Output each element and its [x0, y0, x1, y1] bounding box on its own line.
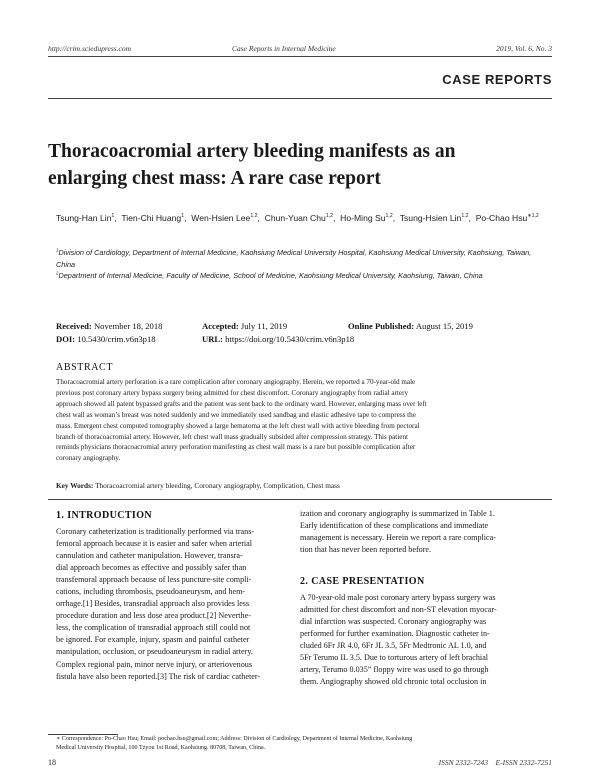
published-date: Online Published: August 15, 2019	[348, 321, 473, 331]
abstract-line: chest wall as woman’s breast was noted suddenly and we immediately used sandbag and elastic adhesive tape to compress the	[56, 410, 416, 419]
introduction-heading: 1. INTRODUCTION	[56, 510, 153, 521]
case-presentation-body	[300, 592, 548, 688]
author-list: Tsung-Han Lin$^1$, Tien-Chi Huang$^1$, Wen-Hsien Lee$^{1,2}$, Chun-Yuan Chu$^{1,2}$, Ho-Ming Su$^{1,2}$, Tsung-Hsien Lin$^{1,2}$, Po-Chao Hsu$^{∗1,2}$	[56, 213, 539, 223]
text-line: performed for further examination. Diagnostic catheter in-	[300, 629, 490, 639]
doi: DOI: 10.5430/crim.v6n3p18	[56, 334, 156, 344]
text-line: orrhage.[1] Besides, transradial approach also provides less	[56, 599, 250, 609]
accepted-date: Accepted: July 11, 2019	[202, 321, 288, 331]
body-rule	[48, 499, 552, 500]
received-date: Received: November 18, 2018	[56, 321, 163, 331]
abstract-body	[56, 377, 544, 464]
text-line: Early identification of these complications and immediate	[300, 521, 489, 531]
title-line: Thoracoacromial artery bleeding manifests as an	[48, 141, 456, 162]
doi-url[interactable]: URL: https://doi.org/10.5430/crim.v6n3p18	[202, 334, 355, 344]
section-label: CASE REPORTS	[442, 72, 552, 87]
text-line: admitted for chest discomfort and non-ST elevation myocar-	[300, 605, 497, 615]
author: Chun-Yuan Chu$^{1,2}$	[264, 213, 333, 223]
text-line: Complex regional pain, minor nerve injury, or arteriovenous	[56, 659, 252, 669]
text-line: procedure duration and less dose area product.[2] Neverthe-	[56, 611, 251, 621]
abstract-line: Thoracoacromial artery perforation is a rare complication after coronary angiography. Herein, we reported a 70-year-old male	[56, 378, 416, 386]
article-title	[48, 138, 552, 192]
issn: ISSN 2332-7243 E-ISSN 2332-7251	[438, 758, 552, 767]
header-rule	[48, 56, 552, 57]
keywords: Key Words: Thoracoacromial artery bleeding, Coronary angiography, Complication, Chest mass	[56, 481, 340, 490]
text-line: transfemoral approach because of less puncture-site compli-	[56, 575, 252, 585]
text-line: ization and coronary angiography is summarized in Table 1.	[300, 509, 495, 518]
author: Wen-Hsien Lee$^{1,2}$	[191, 213, 258, 223]
header-journal: Case Reports in Internal Medicine	[232, 44, 336, 53]
abstract-line: previous post coronary artery bypass surgery being admitted for chest discomfort. Coronary angiography from radial artery	[56, 388, 409, 397]
page-number: 18	[48, 758, 56, 767]
text-line: fistula have also been reported.[3] The risk of cardiac catheter-	[56, 671, 261, 681]
author: Tsung-Hsien Lin$^{1,2}$	[399, 213, 469, 223]
text-line: tion that has never been reported before.	[300, 545, 432, 555]
author: Tsung-Han Lin$^1$	[56, 213, 115, 223]
text-line: less, the complication of transradial approach still could not	[56, 623, 251, 633]
abstract-line: coronary angiography.	[56, 454, 121, 463]
text-line: dial approach becomes as effective and possibly safer than	[56, 563, 247, 573]
text-line: 5Fr Terumo IL 3.5. Due to torturous artery of left brachial	[300, 653, 489, 663]
text-line: cannulation and catheter manipulation. However, transra-	[56, 551, 243, 561]
abstract-line: mass. Emergent chest computed tomography showed a large hematoma at the left chest wall with active bleeding from pectoral	[56, 421, 420, 430]
text-line: management is necessary. Herein we report a rare complica-	[300, 533, 496, 543]
text-line: artery, Terumo 0.035” floppy wire was used to go through	[300, 665, 489, 675]
text-line: be ignored. For example, injury, spasm and painful catheter	[56, 635, 250, 645]
footnote-line: Medical University Hospital, 100 Tzyou 1st Road, Kaohsiung. 80708, Taiwan, China.	[56, 744, 266, 751]
text-line: them. Angiography showed old chronic total occlusion in	[300, 677, 487, 687]
text-line: Coronary catheterization is traditionally performed via trans-	[56, 527, 255, 536]
introduction-body	[56, 526, 292, 683]
text-line: manipulation, occlusion, or pseudoaneurysm in radial artery.	[56, 647, 253, 657]
title-line: enlarging chest mass: A rare case report	[48, 168, 381, 189]
text-line: dial infarction was suspected. Coronary angiography was	[300, 617, 487, 627]
abstract-line: branch of thoracoacromial artery. However, left chest wall mass gradually subsided after compression strategy. This patient	[56, 432, 408, 441]
abstract-line: approach showed all patent bypassed grafts and the patient was sent back to the ordinary ward. However, enlarging mass over left	[56, 399, 427, 408]
text-line: femoral approach because it is easier and safer when arterial	[56, 539, 253, 549]
text-line: A 70-year-old male post coronary artery bypass surgery was	[300, 593, 496, 602]
correspondence-footnote	[56, 735, 546, 752]
text-line: cluded 6Fr JR 4.0, 6Fr JL 3.5, 5Fr Medtronic AL 1.0, and	[300, 641, 487, 651]
abstract-heading: ABSTRACT	[56, 362, 114, 373]
case-presentation-heading: 2. CASE PRESENTATION	[300, 576, 425, 587]
header-volume: 2019, Vol. 6, No. 3	[496, 44, 552, 53]
author: Po-Chao Hsu$^{∗1,2}$	[475, 213, 539, 223]
abstract-line: reminds physicians thoracoacromial artery perforation manifesting as chest wall mass is a rare but possible complication after	[56, 443, 416, 452]
author: Tien-Chi Huang$^1$	[121, 213, 185, 223]
text-line: cations, including thrombosis, pseudoaneurysm, and hem-	[56, 587, 246, 597]
introduction-continued	[300, 508, 548, 556]
header-url[interactable]: http://crim.sciedupress.com	[48, 44, 132, 53]
affiliation: $^1$Division of Cardiology, Department of Internal Medicine, Kaohsiung Medical University Hospital, Kaohsiung Medical University, Kaohsiung, Taiwan, China	[56, 247, 532, 269]
footnote-line: ∗ Correspondence: Po-Chao Hsu; Email: pochao.hsu@gmail.com; Address: Division of Cardiology, Department of Internal Medicine, Kaohsiung	[56, 736, 413, 742]
affiliation: $^2$Department of Internal Medicine, Faculty of Medicine, School of Medicine, Kaohsiung Medical University, Kaohsiung, Taiwan, China	[56, 270, 483, 280]
title-rule	[48, 98, 552, 99]
author: Ho-Ming Su$^{1,2}$	[340, 213, 393, 223]
